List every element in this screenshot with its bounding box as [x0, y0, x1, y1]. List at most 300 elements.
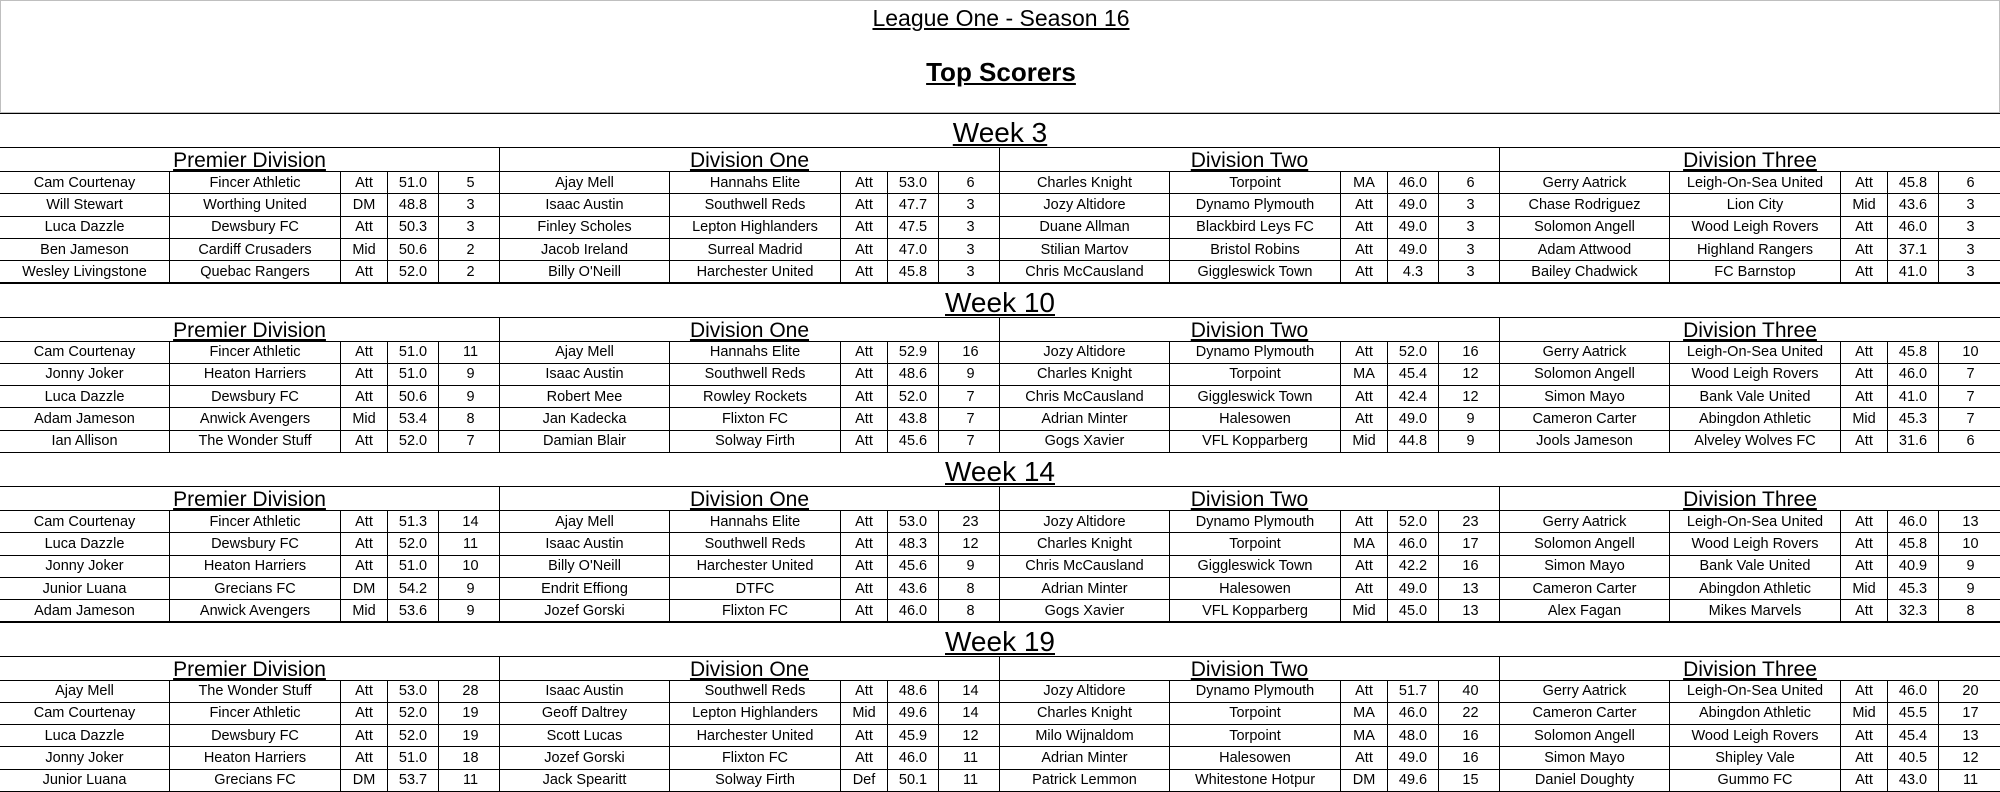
division-title: Premier Division: [0, 657, 499, 681]
position-cell: Att: [841, 386, 888, 408]
club-cell: Wood Leigh Rovers: [1670, 216, 1841, 238]
division-block: [1500, 487, 2000, 622]
player-name-cell: Ben Jameson: [0, 238, 170, 260]
position-cell: Mid: [1341, 600, 1388, 622]
position-cell: Att: [1841, 511, 1888, 533]
position-cell: Mid: [1341, 430, 1388, 452]
table-row: [0, 261, 502, 283]
table-row: [500, 216, 1002, 238]
club-cell: Leigh-On-Sea United: [1670, 342, 1841, 364]
player-name-cell: Isaac Austin: [500, 363, 670, 385]
rating-cell: 50.3: [388, 216, 439, 238]
goals-cell: 11: [939, 747, 1003, 769]
table-row: [0, 238, 502, 260]
position-cell: Att: [841, 172, 888, 194]
rating-cell: 52.0: [1388, 342, 1439, 364]
player-name-cell: Junior Luana: [0, 769, 170, 791]
rating-cell: 48.6: [888, 681, 939, 703]
position-cell: Att: [1841, 769, 1888, 791]
table-row: [1500, 725, 2000, 747]
club-cell: Surreal Madrid: [670, 238, 841, 260]
scorers-table: [1000, 342, 1502, 453]
goals-cell: 2: [439, 261, 503, 283]
goals-cell: 10: [1939, 342, 2000, 364]
club-cell: Anwick Avengers: [170, 408, 341, 430]
player-name-cell: Adrian Minter: [1000, 747, 1170, 769]
goals-cell: 18: [439, 747, 503, 769]
goals-cell: 14: [439, 511, 503, 533]
goals-cell: 6: [939, 172, 1003, 194]
goals-cell: 22: [1439, 702, 1503, 724]
table-row: [1000, 681, 1502, 703]
division-block: [0, 487, 500, 622]
scorers-table: [0, 511, 502, 622]
rating-cell: 43.0: [1888, 769, 1939, 791]
goals-cell: 14: [939, 681, 1003, 703]
player-name-cell: Simon Mayo: [1500, 747, 1670, 769]
table-row: [1500, 172, 2000, 194]
position-cell: Mid: [341, 238, 388, 260]
position-cell: Att: [841, 511, 888, 533]
position-cell: Att: [1341, 555, 1388, 577]
rating-cell: 45.0: [1388, 600, 1439, 622]
club-cell: Shipley Vale: [1670, 747, 1841, 769]
goals-cell: 16: [1439, 342, 1503, 364]
position-cell: Att: [1841, 725, 1888, 747]
player-name-cell: Jozy Altidore: [1000, 342, 1170, 364]
position-cell: Att: [1841, 430, 1888, 452]
goals-cell: 16: [1439, 555, 1503, 577]
club-cell: Harchester United: [670, 261, 841, 283]
rating-cell: 53.0: [388, 681, 439, 703]
position-cell: Att: [341, 555, 388, 577]
position-cell: Att: [841, 238, 888, 260]
position-cell: Att: [841, 533, 888, 555]
division-title: Division Three: [1500, 487, 2000, 511]
player-name-cell: Adrian Minter: [1000, 408, 1170, 430]
table-row: [500, 430, 1002, 452]
division-title: Division Two: [1000, 318, 1499, 342]
club-cell: Whitestone Hotpur: [1170, 769, 1341, 791]
table-row: [500, 386, 1002, 408]
goals-cell: 14: [939, 702, 1003, 724]
player-name-cell: Gerry Aatrick: [1500, 511, 1670, 533]
club-cell: Dynamo Plymouth: [1170, 194, 1341, 216]
goals-cell: 2: [439, 238, 503, 260]
position-cell: Att: [1341, 408, 1388, 430]
player-name-cell: Geoff Daltrey: [500, 702, 670, 724]
goals-cell: 3: [939, 238, 1003, 260]
goals-cell: 7: [1939, 386, 2000, 408]
table-row: [1500, 600, 2000, 622]
table-row: [1000, 216, 1502, 238]
table-row: [1000, 430, 1502, 452]
club-cell: Dewsbury FC: [170, 216, 341, 238]
goals-cell: 3: [1939, 261, 2000, 283]
player-name-cell: Charles Knight: [1000, 172, 1170, 194]
goals-cell: 12: [1939, 747, 2000, 769]
table-row: [1000, 600, 1502, 622]
player-name-cell: Billy O'Neill: [500, 261, 670, 283]
division-block: [0, 148, 500, 283]
position-cell: Att: [841, 600, 888, 622]
week-title: Week 14: [0, 452, 2000, 487]
player-name-cell: Cam Courtenay: [0, 342, 170, 364]
club-cell: Mikes Marvels: [1670, 600, 1841, 622]
goals-cell: 16: [1439, 725, 1503, 747]
division-block: [0, 318, 500, 453]
player-name-cell: Ajay Mell: [500, 172, 670, 194]
player-name-cell: Junior Luana: [0, 577, 170, 599]
rating-cell: 52.0: [888, 386, 939, 408]
club-cell: Solway Firth: [670, 430, 841, 452]
scorers-table: [1500, 342, 2000, 453]
club-cell: Alveley Wolves FC: [1670, 430, 1841, 452]
position-cell: Att: [1841, 172, 1888, 194]
table-row: [500, 172, 1002, 194]
rating-cell: 41.0: [1888, 261, 1939, 283]
club-cell: Bristol Robins: [1170, 238, 1341, 260]
position-cell: DM: [341, 769, 388, 791]
club-cell: Wood Leigh Rovers: [1670, 725, 1841, 747]
club-cell: Fincer Athletic: [170, 702, 341, 724]
club-cell: Torpoint: [1170, 363, 1341, 385]
player-name-cell: Chris McCausland: [1000, 555, 1170, 577]
goals-cell: 13: [1939, 725, 2000, 747]
division-block: [500, 487, 1000, 622]
player-name-cell: Stilian Martov: [1000, 238, 1170, 260]
position-cell: Att: [341, 172, 388, 194]
table-row: [1500, 533, 2000, 555]
player-name-cell: Cameron Carter: [1500, 408, 1670, 430]
player-name-cell: Isaac Austin: [500, 194, 670, 216]
goals-cell: 6: [1939, 172, 2000, 194]
club-cell: Lion City: [1670, 194, 1841, 216]
goals-cell: 13: [1439, 577, 1503, 599]
club-cell: Gummo FC: [1670, 769, 1841, 791]
table-row: [1000, 533, 1502, 555]
scorers-table: [1000, 511, 1502, 622]
table-row: [1500, 342, 2000, 364]
player-name-cell: Simon Mayo: [1500, 386, 1670, 408]
club-cell: Halesowen: [1170, 408, 1341, 430]
player-name-cell: Simon Mayo: [1500, 555, 1670, 577]
position-cell: Att: [841, 430, 888, 452]
player-name-cell: Cam Courtenay: [0, 702, 170, 724]
rating-cell: 53.6: [388, 600, 439, 622]
goals-cell: 6: [1939, 430, 2000, 452]
player-name-cell: Gerry Aatrick: [1500, 342, 1670, 364]
scorers-table: [500, 681, 1002, 792]
player-name-cell: Cam Courtenay: [0, 511, 170, 533]
division-title: Division Three: [1500, 657, 2000, 681]
position-cell: Att: [1841, 747, 1888, 769]
goals-cell: 11: [439, 342, 503, 364]
position-cell: Att: [841, 261, 888, 283]
player-name-cell: Cameron Carter: [1500, 702, 1670, 724]
rating-cell: 52.0: [1388, 511, 1439, 533]
division-block: [1000, 487, 1500, 622]
rating-cell: 46.0: [1388, 702, 1439, 724]
position-cell: Att: [1841, 600, 1888, 622]
club-cell: Abingdon Athletic: [1670, 408, 1841, 430]
goals-cell: 3: [1939, 216, 2000, 238]
player-name-cell: Duane Allman: [1000, 216, 1170, 238]
week-section: [0, 283, 2000, 453]
rating-cell: 50.6: [388, 238, 439, 260]
table-row: [1000, 261, 1502, 283]
position-cell: Att: [341, 386, 388, 408]
player-name-cell: Chris McCausland: [1000, 386, 1170, 408]
club-cell: Dynamo Plymouth: [1170, 342, 1341, 364]
rating-cell: 49.0: [1388, 194, 1439, 216]
table-row: [1000, 769, 1502, 791]
table-row: [1000, 555, 1502, 577]
table-row: [1500, 681, 2000, 703]
rating-cell: 49.0: [1388, 577, 1439, 599]
player-name-cell: Luca Dazzle: [0, 725, 170, 747]
player-name-cell: Scott Lucas: [500, 725, 670, 747]
club-cell: Bank Vale United: [1670, 386, 1841, 408]
goals-cell: 7: [1939, 408, 2000, 430]
rating-cell: 52.0: [388, 261, 439, 283]
division-row: [0, 318, 2000, 453]
player-name-cell: Jonny Joker: [0, 747, 170, 769]
player-name-cell: Chase Rodriguez: [1500, 194, 1670, 216]
rating-cell: 50.1: [888, 769, 939, 791]
player-name-cell: Gogs Xavier: [1000, 430, 1170, 452]
goals-cell: 9: [439, 600, 503, 622]
position-cell: Att: [341, 216, 388, 238]
table-row: [1500, 555, 2000, 577]
table-row: [0, 172, 502, 194]
division-title: Division Two: [1000, 657, 1499, 681]
week-section: [0, 113, 2000, 283]
position-cell: Att: [1341, 511, 1388, 533]
position-cell: Att: [841, 577, 888, 599]
rating-cell: 43.8: [888, 408, 939, 430]
rating-cell: 53.4: [388, 408, 439, 430]
table-row: [1000, 747, 1502, 769]
club-cell: Dynamo Plymouth: [1170, 511, 1341, 533]
position-cell: Att: [1341, 194, 1388, 216]
scorers-table: [1000, 681, 1502, 792]
club-cell: Wood Leigh Rovers: [1670, 363, 1841, 385]
rating-cell: 45.8: [1888, 342, 1939, 364]
position-cell: Att: [1841, 681, 1888, 703]
club-cell: Southwell Reds: [670, 363, 841, 385]
rating-cell: 45.4: [1888, 725, 1939, 747]
position-cell: Att: [1841, 216, 1888, 238]
position-cell: Att: [841, 681, 888, 703]
rating-cell: 48.8: [388, 194, 439, 216]
rating-cell: 49.0: [1388, 408, 1439, 430]
player-name-cell: Jozef Gorski: [500, 747, 670, 769]
player-name-cell: Gerry Aatrick: [1500, 172, 1670, 194]
week-title: Week 10: [0, 283, 2000, 318]
club-cell: Lepton Highlanders: [670, 216, 841, 238]
rating-cell: 46.0: [1388, 172, 1439, 194]
table-row: [500, 577, 1002, 599]
club-cell: Leigh-On-Sea United: [1670, 172, 1841, 194]
table-row: [1500, 194, 2000, 216]
goals-cell: 7: [939, 386, 1003, 408]
player-name-cell: Adam Jameson: [0, 600, 170, 622]
player-name-cell: Jacob Ireland: [500, 238, 670, 260]
club-cell: Flixton FC: [670, 600, 841, 622]
goals-cell: 11: [439, 769, 503, 791]
table-row: [0, 342, 502, 364]
player-name-cell: Jan Kadecka: [500, 408, 670, 430]
player-name-cell: Cameron Carter: [1500, 577, 1670, 599]
position-cell: Att: [1841, 363, 1888, 385]
goals-cell: 19: [439, 725, 503, 747]
rating-cell: 45.8: [1888, 533, 1939, 555]
rating-cell: 46.0: [1888, 216, 1939, 238]
division-title: Division One: [500, 318, 999, 342]
rating-cell: 40.5: [1888, 747, 1939, 769]
club-cell: Torpoint: [1170, 702, 1341, 724]
rating-cell: 37.1: [1888, 238, 1939, 260]
position-cell: Att: [341, 261, 388, 283]
club-cell: Dewsbury FC: [170, 725, 341, 747]
division-block: [500, 318, 1000, 453]
club-cell: Heaton Harriers: [170, 363, 341, 385]
table-row: [1500, 702, 2000, 724]
table-row: [1500, 261, 2000, 283]
rating-cell: 51.0: [388, 172, 439, 194]
table-row: [500, 702, 1002, 724]
rating-cell: 49.6: [1388, 769, 1439, 791]
player-name-cell: Adam Attwood: [1500, 238, 1670, 260]
position-cell: Att: [1341, 747, 1388, 769]
club-cell: Dewsbury FC: [170, 386, 341, 408]
position-cell: Att: [341, 342, 388, 364]
position-cell: Att: [341, 747, 388, 769]
table-row: [0, 681, 502, 703]
top-scorers-sheet: [0, 113, 2000, 791]
rating-cell: 54.2: [388, 577, 439, 599]
rating-cell: 43.6: [888, 577, 939, 599]
goals-cell: 7: [1939, 363, 2000, 385]
player-name-cell: Charles Knight: [1000, 702, 1170, 724]
club-cell: Dewsbury FC: [170, 533, 341, 555]
table-row: [500, 363, 1002, 385]
table-row: [500, 600, 1002, 622]
club-cell: Abingdon Athletic: [1670, 702, 1841, 724]
table-row: [0, 533, 502, 555]
goals-cell: 6: [1439, 172, 1503, 194]
table-row: [1500, 216, 2000, 238]
table-row: [1000, 238, 1502, 260]
club-cell: Torpoint: [1170, 172, 1341, 194]
table-row: [1000, 172, 1502, 194]
player-name-cell: Charles Knight: [1000, 533, 1170, 555]
club-cell: Giggleswick Town: [1170, 386, 1341, 408]
player-name-cell: Luca Dazzle: [0, 533, 170, 555]
club-cell: Anwick Avengers: [170, 600, 341, 622]
week-section: [0, 622, 2000, 792]
table-row: [500, 681, 1002, 703]
club-cell: Heaton Harriers: [170, 747, 341, 769]
table-row: [500, 342, 1002, 364]
table-row: [1000, 702, 1502, 724]
position-cell: MA: [1341, 725, 1388, 747]
player-name-cell: Solomon Angell: [1500, 533, 1670, 555]
goals-cell: 3: [939, 216, 1003, 238]
position-cell: Att: [1341, 577, 1388, 599]
goals-cell: 5: [439, 172, 503, 194]
club-cell: Fincer Athletic: [170, 342, 341, 364]
goals-cell: 3: [1439, 261, 1503, 283]
rating-cell: 51.0: [388, 555, 439, 577]
player-name-cell: Wesley Livingstone: [0, 261, 170, 283]
goals-cell: 9: [1939, 577, 2000, 599]
player-name-cell: Solomon Angell: [1500, 725, 1670, 747]
table-row: [1500, 511, 2000, 533]
player-name-cell: Jozy Altidore: [1000, 511, 1170, 533]
scorers-table: [1500, 681, 2000, 792]
club-cell: VFL Kopparberg: [1170, 600, 1341, 622]
goals-cell: 16: [1439, 747, 1503, 769]
position-cell: Att: [341, 725, 388, 747]
club-cell: Cardiff Crusaders: [170, 238, 341, 260]
rating-cell: 51.0: [388, 342, 439, 364]
rating-cell: 45.6: [888, 555, 939, 577]
goals-cell: 15: [1439, 769, 1503, 791]
division-title: Division One: [500, 657, 999, 681]
division-title: Division Two: [1000, 487, 1499, 511]
player-name-cell: Milo Wijnaldom: [1000, 725, 1170, 747]
rating-cell: 47.7: [888, 194, 939, 216]
player-name-cell: Ian Allison: [0, 430, 170, 452]
table-row: [0, 577, 502, 599]
division-title: Division One: [500, 487, 999, 511]
position-cell: DM: [341, 194, 388, 216]
club-cell: VFL Kopparberg: [1170, 430, 1341, 452]
rating-cell: 42.4: [1388, 386, 1439, 408]
division-title: Premier Division: [0, 487, 499, 511]
table-row: [1000, 511, 1502, 533]
club-cell: Halesowen: [1170, 747, 1341, 769]
rating-cell: 49.6: [888, 702, 939, 724]
position-cell: Mid: [341, 600, 388, 622]
rating-cell: 52.0: [388, 725, 439, 747]
table-row: [1500, 769, 2000, 791]
scorers-table: [500, 511, 1002, 622]
goals-cell: 12: [939, 725, 1003, 747]
club-cell: Giggleswick Town: [1170, 261, 1341, 283]
rating-cell: 48.0: [1388, 725, 1439, 747]
table-row: [0, 408, 502, 430]
goals-cell: 11: [439, 533, 503, 555]
division-row: [0, 487, 2000, 622]
table-row: [0, 511, 502, 533]
position-cell: Att: [841, 408, 888, 430]
club-cell: The Wonder Stuff: [170, 681, 341, 703]
club-cell: Hannahs Elite: [670, 342, 841, 364]
position-cell: Att: [341, 681, 388, 703]
club-cell: FC Barnstop: [1670, 261, 1841, 283]
division-block: [1500, 148, 2000, 283]
player-name-cell: Jozef Gorski: [500, 600, 670, 622]
division-title: Premier Division: [0, 318, 499, 342]
week-title: Week 3: [0, 113, 2000, 148]
goals-cell: 7: [939, 408, 1003, 430]
club-cell: Lepton Highlanders: [670, 702, 841, 724]
goals-cell: 3: [439, 194, 503, 216]
player-name-cell: Jonny Joker: [0, 363, 170, 385]
